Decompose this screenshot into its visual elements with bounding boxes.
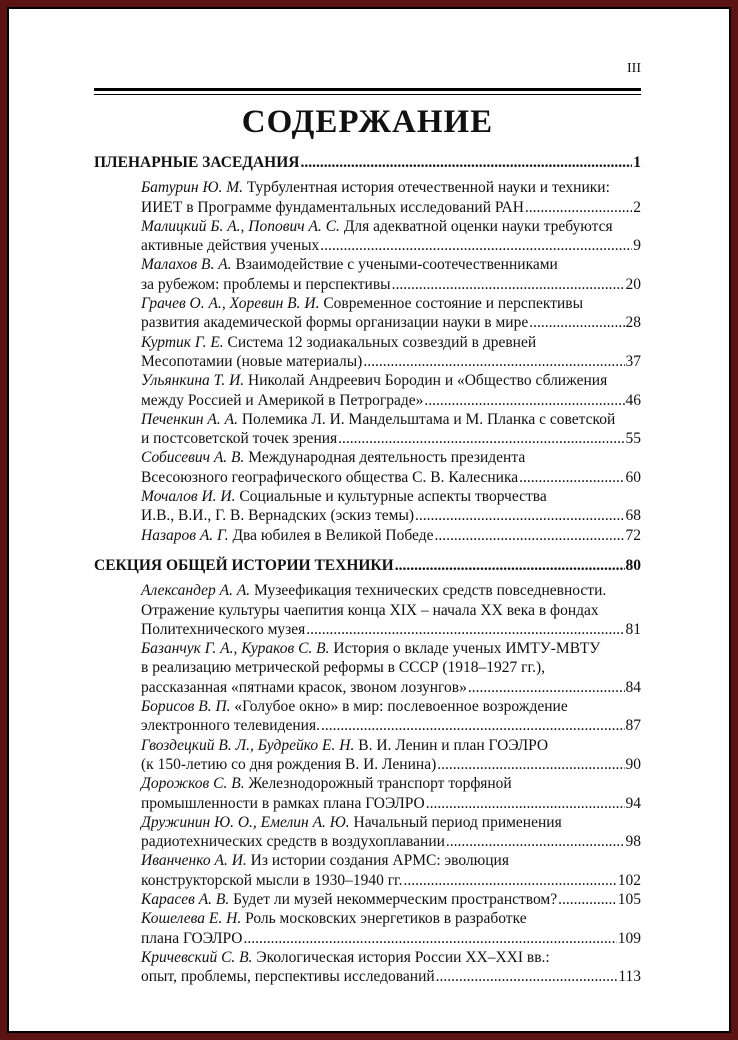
toc-entry [94,697,641,736]
entry-title-text: активные действия ученых [141,237,320,255]
header-rule-thick [94,88,641,91]
toc-entry [94,448,641,487]
entry-last-line [141,198,641,217]
entry-author: Иванченко А. И. [141,852,247,870]
entry-line [141,736,641,755]
entry-author: Гвоздецкий В. Л., Будрейко Е. Н. [141,736,355,754]
toc-entry [94,774,641,813]
entry-title-line [141,526,433,545]
entry-title-text: Для адекватной оценки науки требуются [339,217,613,235]
dot-leader [338,429,624,448]
entry-title-text: И.В., В.И., Г. В. Вернадских (эскиз темы) [141,507,415,525]
entry-title-text: плана ГОЭЛРО [141,929,243,947]
toc-entry [94,294,641,333]
dot-leader [306,620,624,639]
dot-leader [525,198,632,217]
entry-page-number: 28 [625,314,641,332]
toc-entry [94,909,641,948]
entry-line [141,448,641,467]
entry-line [141,813,641,832]
entry-title-text: радиотехнических средств в воздухоплавании [141,833,445,851]
section-heading [94,153,641,172]
dot-leader [415,506,624,525]
entry-title-text: Отражение культуры чаепития конца XIX – начала XX века в фондах [141,601,599,619]
toc-entry [94,526,641,545]
entry-line [141,639,641,658]
toc-entry [94,736,641,775]
entry-last-line [141,275,641,294]
entry-title-text: Николай Андреевич Бородин и «Общество сближения [244,372,608,390]
dot-leader [529,313,624,332]
page [7,7,731,1033]
entry-author: Кричевский С. В. [141,948,253,966]
dot-leader [300,153,632,172]
entry-title-text: Будет ли музей некоммерческим пространством? [229,890,558,908]
section-page-number: 1 [633,154,641,171]
entry-line [141,294,641,313]
page-title: СОДЕРЖАНИЕ [241,104,494,140]
toc-entry [94,487,641,526]
entry-author: Мочалов И. И. [141,488,236,506]
entry-title-text: Полемика Л. И. Мандельштама и М. Планка с советской [237,410,616,428]
entry-page-number: 68 [625,507,641,525]
entry-page-number: 60 [625,468,641,486]
entry-page-number: 55 [625,430,641,448]
entry-title-text: Экологическая история России XX–XXI вв.: [252,948,550,966]
entry-line [141,948,641,967]
entry-last-line [141,678,641,697]
entry-title-text: Современное состояние и перспективы [319,295,584,313]
entry-title-text: Всесоюзного географического общества С. В. Калесника [141,468,519,486]
section-page-number: 80 [625,556,641,574]
entry-last-line [141,391,641,410]
entry-last-line [141,716,641,735]
toc-entry [94,255,641,294]
entry-line [141,851,641,870]
entry-line [141,658,641,677]
entry-title-text: за рубежом: проблемы и перспективы [141,275,391,293]
entry-last-line [141,236,641,255]
dot-leader [321,716,625,735]
toc-entry [94,851,641,890]
toc-entry [94,948,641,987]
section-title: ПЛЕНАРНЫЕ ЗАСЕДАНИЯ [94,154,300,171]
dot-leader [424,391,624,410]
dot-leader [392,275,625,294]
entry-last-line [141,755,641,774]
entry-line [141,909,641,928]
entry-line [141,255,641,274]
entry-last-line [141,526,641,545]
entry-title-text: Начальный период применения [349,813,562,831]
toc-entry [94,371,641,410]
entry-author: Куртик Г. Е. [141,333,224,351]
entry-page-number: 113 [618,968,641,986]
entry-author: Малицкий Б. А., Попович А. С. [141,217,340,235]
entry-title-text: (к 150-летию со дня рождения В. И. Ленина) [141,755,437,773]
entry-title-text: конструкторской мысли в 1930–1940 гг. [141,871,403,889]
entry-author: Дружинин Ю. О., Емелин А. Ю. [141,813,350,831]
entry-page-number: 87 [625,717,641,735]
entry-title-text: в реализацию метрической реформы в СССР (1918–1927 гг.), [141,659,545,677]
entry-author: Ульянкина Т. И. [141,372,245,390]
entry-author: Грачев О. А., Хоревин В. И. [141,295,320,313]
entry-page-number: 2 [633,198,641,216]
entry-page-number: 102 [617,871,641,889]
entry-title-text: Международная деятельность президента [244,449,526,467]
dot-leader [320,236,632,255]
entry-title-text: электронного телевидения. [141,717,320,735]
entry-last-line [141,468,641,487]
entry-title-text: В. И. Ленин и план ГОЭЛРО [354,736,549,754]
entry-title-text: «Голубое окно» в мир: послевоенное возрождение [230,698,568,716]
dot-leader [437,755,624,774]
entry-title-text: и постсоветской точек зрения [141,430,338,448]
entry-title-text: Взаимодействие с учеными-соотечественниками [231,256,558,274]
entry-last-line [141,352,641,371]
entry-title-text: между Россией и Америкой в Петрограде» [141,391,424,409]
entry-page-number: 90 [625,755,641,773]
dot-leader [446,832,625,851]
entry-line [141,601,641,620]
dot-leader [468,678,625,697]
toc-entry [94,639,641,697]
section-heading [94,556,641,575]
header-rule-thin [94,94,641,95]
entry-last-line [141,313,641,332]
entry-last-line [141,832,641,851]
entry-line [141,410,641,429]
entry-author: Александер А. А. [141,582,251,600]
entry-page-number: 98 [625,833,641,851]
entry-line [141,371,641,390]
entry-last-line [141,429,641,448]
entry-author: Дорожков С. В. [141,775,245,793]
entry-author: Собисевич А. В. [141,449,245,467]
entry-line [141,487,641,506]
toc-entry [94,410,641,449]
entry-title-text: Роль московских энергетиков в разработке [241,910,527,928]
entry-page-number: 81 [625,620,641,638]
entry-title-line [141,890,557,909]
entry-page-number: 9 [633,237,641,255]
entry-title-text: Железнодорожный транспорт торфяной [244,775,512,793]
entry-page-number: 105 [617,890,641,908]
toc-entry [94,581,641,639]
entry-author: Борисов В. П. [141,698,231,716]
entry-last-line [141,890,641,909]
dot-leader [434,526,624,545]
entry-last-line [141,871,641,890]
entry-line [141,697,641,716]
toc-entry [94,813,641,852]
entry-page-number: 37 [625,352,641,370]
entry-title-text: ИИЕТ в Программе фундаментальных исследований РАН [141,198,524,216]
entry-author: Батурин Ю. М. [141,179,243,197]
entry-title-text: Социальные и культурные аспекты творчества [235,488,547,506]
dot-leader [404,871,617,890]
entry-title-text: промышленности в рамках плана ГОЭЛРО [141,794,425,812]
entry-author: Печенкин А. А. [141,410,238,428]
entry-author: Базанчук Г. А., Кураков С. В. [141,640,330,658]
dot-leader [436,967,618,986]
table-of-contents [94,153,641,986]
dot-leader [426,794,625,813]
entry-title-text: опыт, проблемы, перспективы исследований [141,968,435,986]
entry-title-text: Музеефикация технических средств повседневности. [250,582,607,600]
entry-line [141,774,641,793]
entry-page-number: 46 [625,391,641,409]
toc-entry [94,217,641,256]
entry-author: Карасев А. В. [141,890,230,908]
dot-leader [244,929,617,948]
dot-leader [519,468,624,487]
dot-leader [395,556,625,575]
page-number: III [627,61,641,76]
entry-page-number: 72 [625,526,641,544]
entry-author: Малахов В. А. [141,256,232,274]
entry-title-text: Из истории создания АРМС: эволюция [246,852,509,870]
entry-title-text: Месопотамии (новые материалы) [141,352,363,370]
toc-entry [94,333,641,372]
entry-last-line [141,929,641,948]
entry-last-line [141,620,641,639]
entry-last-line [141,506,641,525]
entry-title-text: Политехнического музея [141,620,306,638]
entry-title-text: Турбулентная история отечественной науки и техники: [242,179,610,197]
toc-entry [94,890,641,909]
section-title: СЕКЦИЯ ОБЩЕЙ ИСТОРИИ ТЕХНИКИ [94,556,394,574]
entry-line [141,178,641,197]
entry-last-line [141,794,641,813]
entry-page-number: 109 [617,929,641,947]
dot-leader [558,890,617,909]
entry-page-number: 20 [625,275,641,293]
entry-line [141,581,641,600]
entry-author: Назаров А. Г. [141,526,229,544]
entry-line [141,333,641,352]
entry-author: Кошелева Е. Н. [141,910,242,928]
toc-entry [94,178,641,217]
entry-title-text: развития академической формы организации науки в мире [141,314,529,332]
entry-line [141,217,641,236]
entry-page-number: 94 [625,794,641,812]
entry-page-number: 84 [625,678,641,696]
entry-title-text: рассказанная «пятнами красок, звоном лозунгов» [141,678,467,696]
entry-last-line [141,967,641,986]
entry-title-text: История о вкладе ученых ИМТУ-МВТУ [329,640,601,658]
entry-title-text: Система 12 зодиакальных созвездий в древней [223,333,537,351]
entry-title-text: Два юбилея в Великой Победе [228,526,434,544]
dot-leader [363,352,624,371]
